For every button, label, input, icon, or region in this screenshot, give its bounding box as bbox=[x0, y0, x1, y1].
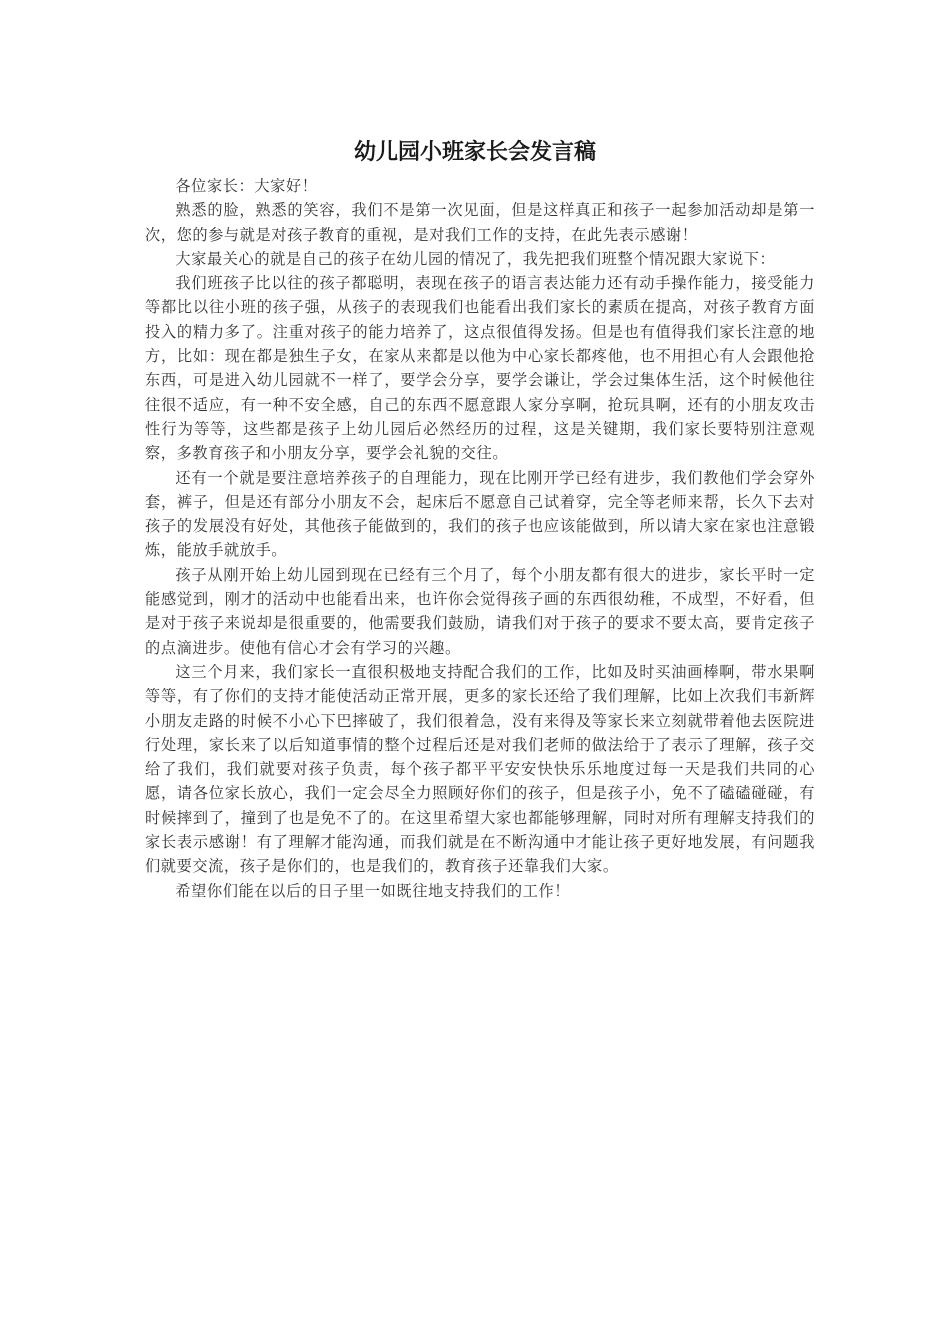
paragraph: 我们班孩子比以往的孩子都聪明，表现在孩子的语言表达能力还有动手操作能力，接受能力等都比以往小班的孩子强，从孩子的表现我们也能看出我们家长的素质在提高，对孩子教育方面投入的精力多了。注重对孩子的能力培养了，这点很值得发扬。但是也有值得我们家长注意的地方，比如：现在都是独生子女，在家从来都是以他为中心家长都疼他，也不用担心有人会跟他抢东西，可是进入幼儿园就不一样了，要学会分享，要学会谦让，学会过集体生活，这个时候他往往很不适应，有一种不安全感，自己的东西不愿意跟人家分享啊，抢玩具啊，还有的小朋友攻击性行为等等，这些都是孩子上幼儿园后必然经历的过程，这是关键期，我们家长要特别注意观察，多教育孩子和小朋友分享，要学会礼貌的交往。 bbox=[145, 274, 815, 463]
document-title: 幼儿园小班家长会发言稿 bbox=[353, 140, 596, 165]
paragraph: 大家最关心的就是自己的孩子在幼儿园的情况了，我先把我们班整个情况跟大家说下： bbox=[175, 249, 776, 268]
document-body bbox=[145, 174, 815, 903]
paragraph-closing: 希望你们能在以后的日子里一如既往地支持我们的工作！ bbox=[175, 881, 571, 900]
paragraph: 熟悉的脸，熟悉的笑容，我们不是第一次见面，但是这样真正和孩子一起参加活动却是第一次，您的参与就是对孩子教育的重视，是对我们工作的支持，在此先表示感谢！ bbox=[145, 201, 815, 244]
paragraph: 这三个月来，我们家长一直很积极地支持配合我们的工作，比如及时买油画棒啊，带水果啊等等，有了你们的支持才能使活动正常开展，更多的家长还给了我们理解，比如上次我们韦新辉小朋友走路的时候不小心下巴摔破了，我们很着急，没有来得及等家长来立刻就带着他去医院进行处理，家长来了以后知道事情的整个过程后还是对我们老师的做法给于了表示了理解，孩子交给了我们，我们就要对孩子负责，每个孩子都平平安安快快乐乐地度过每一天是我们共同的心愿，请各位家长放心，我们一定会尽全力照顾好你们的孩子，但是孩子小，免不了磕磕碰碰，有时候摔到了，撞到了也是免不了的。在这里希望大家也都能够理解，同时对所有理解支持我们的家长表示感谢！有了理解才能沟通，而我们就是在不断沟通中才能让孩子更好地发展，有问题我们就要交流，孩子是你们的，也是我们的，教育孩子还靠我们大家。 bbox=[145, 662, 815, 876]
paragraph-greeting: 各位家长：大家好！ bbox=[175, 177, 318, 195]
paragraph: 孩子从刚开始上幼儿园到现在已经有三个月了，每个小朋友都有很大的进步，家长平时一定能感觉到，刚才的活动中也能看出来，也许你会觉得孩子画的东西很幼稚，不成型，不好看，但是对于孩子来说却是很重要的，他需要我们鼓励，请我们对于孩子的要求不要太高，要肯定孩子的点滴进步。使他有信心才会有学习的兴趣。 bbox=[145, 565, 815, 657]
paragraph: 还有一个就是要注意培养孩子的自理能力，现在比刚开学已经有进步，我们教他们学会穿外套，裤子，但是还有部分小朋友不会，起床后不愿意自己试着穿，完全等老师来帮，长久下去对孩子的发展没有好处，其他孩子能做到的，我们的孩子也应该能做到，所以请大家在家也注意锻炼，能放手就放手。 bbox=[145, 468, 815, 560]
